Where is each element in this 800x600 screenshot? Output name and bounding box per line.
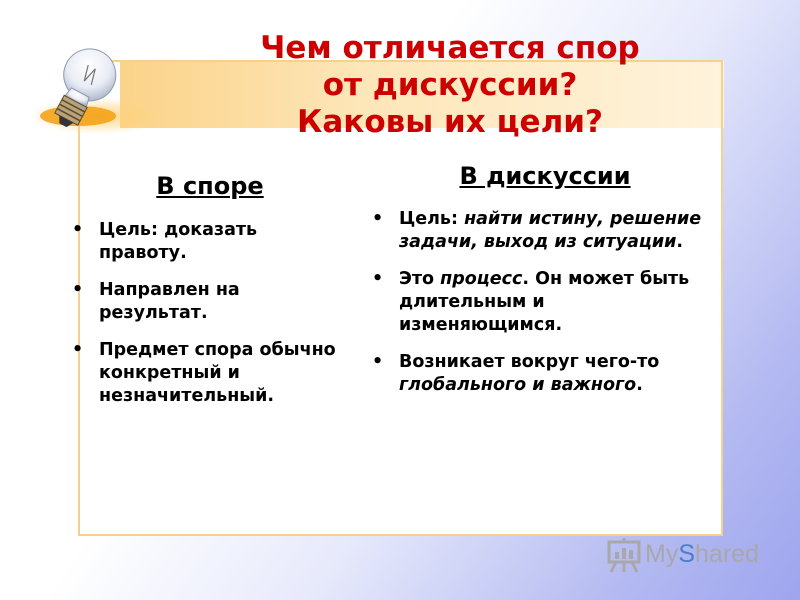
list-item-text: Цель: [399,209,465,229]
list-item [72,279,342,325]
watermark-text-rest: hared [695,540,759,568]
list-item-text: процесс [440,269,523,289]
title-line: Чем отличается спор [260,30,640,66]
list-item-text: Цель: доказать правоту. [99,220,258,263]
title-line: Каковы их цели? [297,104,603,140]
list-item-text: найти истину, решение задачи, выход из ситуации [399,209,702,252]
list-item-text: Это [399,269,441,289]
presentation-board-icon [607,538,641,574]
discussion-list [372,208,702,411]
list-item [72,219,342,265]
list-item [372,268,702,337]
slide-title [200,30,700,141]
list-item-text: . Он может быть длительным и изменяющимся. [399,269,690,335]
list-item-text: . [676,232,684,252]
watermark-text [645,540,759,569]
list-item [72,339,342,408]
list-item-text: Предмет спора обычно конкретный и незначительный. [99,340,336,406]
list-item-text: Направлен на результат. [99,280,240,323]
myshared-watermark [607,536,772,576]
list-item-text: Возникает вокруг чего-то [399,352,660,372]
title-line: от дискуссии? [322,67,578,103]
dispute-heading: В споре [156,172,264,200]
watermark-text-accent: S [678,540,696,568]
watermark-text-my: My [645,540,679,568]
dispute-list [72,219,342,422]
discussion-heading: В дискуссии [459,162,631,190]
list-item-text: . [636,375,643,395]
light-bulb-icon [28,38,168,138]
list-item [372,208,702,254]
list-item [372,351,702,397]
list-item-text: глобального и важного [399,375,637,395]
